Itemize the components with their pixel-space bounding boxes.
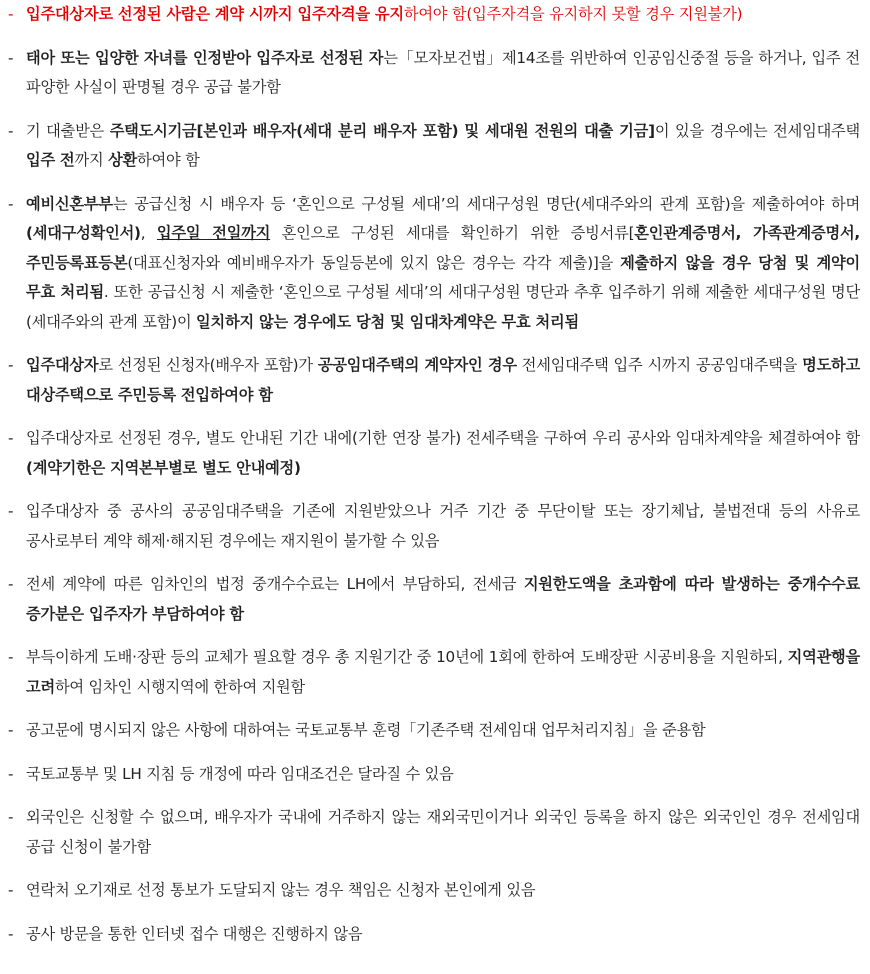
notice-item-residency-maintain: [8, 0, 860, 30]
notice-text-run: 는「모자보건법」제14조를 위반하여 인공임신중절 등을 하거나, 입주 전 파양한 사실이 판명될 경우 공급 불가함: [26, 48, 861, 96]
notice-text-run: . 또한 공급신청 시 제출한 ‘혼인으로 구성될 세대’의 세대구성원 명단과 추후 입주하기 위해 제출한 세대구성원 명단(세대주와의 관계 포함)이: [26, 283, 860, 331]
notice-item-loan-repay: [8, 117, 860, 176]
notice-text-run: (계약기한은 지역본부별로 별도 안내예정): [26, 458, 301, 477]
notice-text-run: 는 공급신청 시 배우자 등 ‘혼인으로 구성될 세대’의 세대구성원 명단(세대주와의 관계 포함)을 제출하여야 하며: [112, 194, 860, 213]
notice-text-run: 입주대상자로 선정된 사람은 계약 시까지 입주자격을 유지: [26, 5, 404, 23]
notice-item-newlywed: [8, 190, 860, 338]
notice-text-run: 공공임대주택의 계약자인 경우: [317, 356, 517, 374]
notice-text-run: 예비신혼부부: [26, 194, 113, 213]
notice-text-run: 국토교통부 및 LH 지침 등 개정에 따라 임대조건은 달라질 수 있음: [26, 764, 454, 783]
notice-text-run: (대표신청자와 예비배우자가 동일등본에 있지 않은 경우는 각각 제출)]을: [127, 253, 621, 272]
notice-item-conditions-change: [8, 760, 860, 790]
notice-text-run: 혼인관계증명서, 가족관계증명서, 주민등록표등본: [26, 224, 860, 272]
notice-text-run: 하여야 함(입주자격을 유지하지 못할 경우 지원불가): [403, 5, 743, 23]
notice-text-run: 명도하고 대상주택으로 주민등록 전입하여야 함: [26, 356, 860, 404]
notice-text-run: 공고문에 명시되지 않은 사항에 대하여는 국토교통부 훈령「기존주택 전세임대 업무처리지침」을 준용함: [26, 721, 706, 739]
notice-text-run: (세대구성확인서): [26, 224, 141, 242]
notice-text-run: 전세임대주택 입주 시까지 공공임대주택을: [516, 356, 803, 374]
notice-text-run: 까지: [74, 151, 109, 169]
notice-text-run: 일치하지 않는 경우에도 당첨 및 임대차계약은 무효 처리됨: [196, 312, 579, 331]
notice-text-run: 외국인은 신청할 수 없으며, 배우자가 국내에 거주하지 않는 재외국민이거나 외국인 등록을 하지 않은 외국인인 경우 전세임대 공급 신청이 불가함: [26, 808, 860, 856]
notice-text-run: 전세 계약에 따른 임차인의 법정 중개수수료는 LH에서 부담하되, 전세금: [26, 575, 524, 593]
notice-item-fetus-child: [8, 44, 860, 103]
notice-text-run: 주택도시기금[본인과 배우자(세대 분리 배우자 포함) 및 세대원 전원의 대출 기금]: [109, 121, 655, 140]
notice-text-run: 혼인으로 구성된 세대를 확인하기 위한 증빙서류[: [270, 224, 635, 242]
notice-item-visit-proxy: [8, 920, 860, 950]
notice-text-run: 하여 임차인 시행지역에 한하여 지원함: [54, 677, 306, 696]
notice-text-run: 로 선정된 신청자(배우자 포함)가: [98, 356, 318, 374]
notice-text-run: 공사 방문을 통한 인터넷 접수 대행은 진행하지 않음: [26, 924, 363, 943]
notice-text-run: 부득이하게 도배·장판 등의 교체가 필요할 경우 총 지원기간 중 10년에 1회에 한하여 도배장판 시공비용을 지원하되,: [26, 648, 788, 666]
notice-item-contact-error: [8, 876, 860, 906]
notice-text-run: 지원한도액을 초과함에 따라 발생하는 중개수수료 증가분은 입주자가 부담하여야 함: [26, 575, 860, 623]
notice-item-foreigners: [8, 803, 860, 862]
notice-text-run: 기 대출받은: [26, 121, 110, 140]
notice-text-run: 입주대상자: [26, 356, 99, 374]
notice-text-run: 입주대상자로 선정된 경우, 별도 안내된 기간 내에(기한 연장 불가) 전세주택을 구하여 우리 공사와 임대차계약을 체결하여야 함: [26, 429, 860, 447]
notice-text-run: 상환: [108, 151, 138, 169]
notice-text-run: 입주일 전일까지: [156, 224, 271, 242]
notice-item-guideline: [8, 716, 860, 746]
notice-text-run: 입주 전: [26, 151, 75, 169]
notice-item-brokerage-fee: [8, 570, 860, 629]
notice-text-run: 입주대상자 중 공사의 공공임대주택을 기존에 지원받았으나 거주 기간 중 무단이탈 또는 장기체납, 불법전대 등의 사유로 공사로부터 계약 해제·해지된 경우에는 재지원이 불가할 수 있음: [26, 502, 860, 550]
notice-text-run: ,: [140, 224, 157, 242]
notice-text-run: 연락처 오기재로 선정 통보가 도달되지 않는 경우 책임은 신청자 본인에게 있음: [26, 881, 536, 899]
notice-item-wallpaper: [8, 643, 860, 702]
notice-item-reapply-limit: [8, 497, 860, 556]
notice-item-public-rental: [8, 351, 860, 410]
notice-text-run: 이 있을 경우에는 전세임대주택: [654, 121, 860, 140]
notice-text-run: 태아 또는 입양한 자녀를 인정받아 입주자로 선정된 자: [26, 48, 384, 67]
notice-text-run: 하여야 함: [137, 151, 200, 169]
notice-item-find-housing: [8, 424, 860, 483]
notice-text-run: 지역관행을 고려: [26, 648, 860, 696]
notice-text-run: 제출하지 않을 경우 당첨 및 계약이 무효 처리됨: [26, 253, 860, 301]
